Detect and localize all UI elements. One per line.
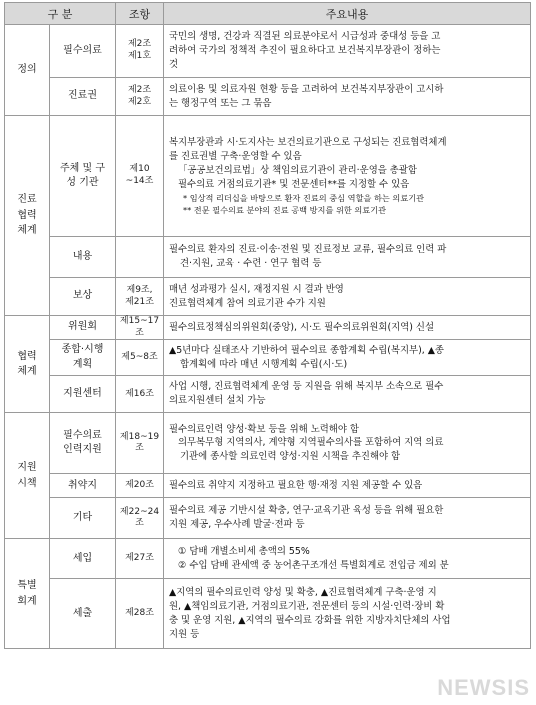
content-cell: 의료이용 및 의료자원 현황 등을 고려하여 보건복지부장관이 고시하 는 행정구역 또는 그 묶음 <box>164 78 531 116</box>
category-support: 지원 시책 <box>5 413 50 539</box>
subcategory: 주체 및 구 성 기관 <box>50 116 116 237</box>
article-cell: 제2조 제2호 <box>116 78 164 116</box>
table-row <box>5 579 531 649</box>
subcategory: 취약지 <box>50 474 116 498</box>
article-cell: 제27조 <box>116 539 164 579</box>
content-cell: 복지부장관과 시·도지사는 보건의료기관으로 구성되는 진료협력체계 를 진료권별 구축·운영할 수 있음 「공공보건의료법」상 책임의료기관이 관리·운영을 총괄함 필수의료 거점의료기관* 및 전문센터**를 지정할 수 있음 * 임상적 리더십을 바탕으로 환자 진료의 중심 역할을 하는 의료기관 ** 전문 필수의료 분야의 진료 공백 방지를 위한 의료기관 <box>164 116 531 237</box>
subcategory: 종합·시행 계획 <box>50 340 116 376</box>
watermark-logo: NEWSIS <box>437 675 530 700</box>
category-definition: 정의 <box>5 25 50 116</box>
subcategory: 보상 <box>50 278 116 316</box>
table-row <box>5 474 531 498</box>
subcategory: 세입 <box>50 539 116 579</box>
table-row <box>5 78 531 116</box>
category-special-account: 특별 회계 <box>5 539 50 649</box>
article-cell: 제9조, 제21조 <box>116 278 164 316</box>
subcategory: 진료권 <box>50 78 116 116</box>
table-row <box>5 237 531 278</box>
article-cell: 제10 ~14조 <box>116 116 164 237</box>
table-row <box>5 278 531 316</box>
header-row <box>5 3 531 25</box>
table-row <box>5 376 531 413</box>
subcategory: 지원센터 <box>50 376 116 413</box>
article-cell: 제16조 <box>116 376 164 413</box>
subcategory: 위원회 <box>50 316 116 340</box>
article-cell <box>116 237 164 278</box>
table-row <box>5 498 531 539</box>
category-cooperation: 협력 체계 <box>5 316 50 413</box>
content-cell: 사업 시행, 진료협력체계 운영 등 지원을 위해 복지부 소속으로 필수 의료지원센터 설치 가능 <box>164 376 531 413</box>
header-article: 조항 <box>116 3 164 25</box>
subcategory: 내용 <box>50 237 116 278</box>
article-cell: 제22~24조 <box>116 498 164 539</box>
content-cell: 필수의료 취약지 지정하고 필요한 행·재정 지원 제공할 수 있음 <box>164 474 531 498</box>
content-cell: ① 담배 개별소비세 총액의 55% ② 수입 담배 관세액 중 농어촌구조개선 특별회계로 전입금 제외 분 <box>164 539 531 579</box>
content-cell: ▲지역의 필수의료인력 양성 및 확충, ▲진료협력체계 구축·운영 지 원, ▲책임의료기관, 거점의료기관, 전문센터 등의 시설·인력·장비 확 충 및 운영 지원, ▲지역의 필수의료 강화를 위한 지방자치단체의 사업 지원 등 <box>164 579 531 649</box>
table-row <box>5 539 531 579</box>
subcategory: 기타 <box>50 498 116 539</box>
article-cell: 제2조 제1호 <box>116 25 164 78</box>
article-cell: 제15~17조 <box>116 316 164 340</box>
article-cell: 제20조 <box>116 474 164 498</box>
subcategory: 필수의료 <box>50 25 116 78</box>
table-row <box>5 316 531 340</box>
article-cell: 제28조 <box>116 579 164 649</box>
category-care-system: 진료 협력 체계 <box>5 116 50 316</box>
content-cell: 매년 성과평가 실시, 재정지원 시 결과 반영 진료협력체계 참여 의료기관 수가 지원 <box>164 278 531 316</box>
article-cell: 제5~8조 <box>116 340 164 376</box>
table-row <box>5 413 531 474</box>
content-cell: 필수의료인력 양성·확보 등을 위해 노력해야 함 의무복무형 지역의사, 계약형 지역필수의사를 포함하여 지역 의료 기관에 종사할 의료인력 양성·지원 시책을 추진해야 함 <box>164 413 531 474</box>
content-cell: ▲5년마다 실태조사 기반하여 필수의료 종합계획 수립(복지부), ▲종 합계획에 따라 매년 시행계획 수립(시·도) <box>164 340 531 376</box>
content-cell: 필수의료 환자의 진료·이송·전원 및 진료정보 교류, 필수의료 인력 파 견·지원, 교육 · 수련 · 연구 협력 등 <box>164 237 531 278</box>
subcategory: 필수의료 인력지원 <box>50 413 116 474</box>
content-cell: 필수의료 제공 기반시설 확충, 연구·교육기관 육성 등을 위해 필요한 지원 제공, 우수사례 발굴·전파 등 <box>164 498 531 539</box>
law-summary-table <box>4 2 531 649</box>
table-row <box>5 340 531 376</box>
header-category: 구 분 <box>5 3 116 25</box>
article-cell: 제18~19조 <box>116 413 164 474</box>
content-cell: 필수의료정책심의위원회(중앙), 시·도 필수의료위원회(지역) 신설 <box>164 316 531 340</box>
content-cell: 국민의 생명, 건강과 직결된 의료분야로서 시급성과 중대성 등을 고 려하여 국가의 정책적 추진이 필요하다고 보건복지부장관이 정하는 것 <box>164 25 531 78</box>
header-content: 주요내용 <box>164 3 531 25</box>
table-row <box>5 116 531 237</box>
subcategory: 세출 <box>50 579 116 649</box>
table-row <box>5 25 531 78</box>
